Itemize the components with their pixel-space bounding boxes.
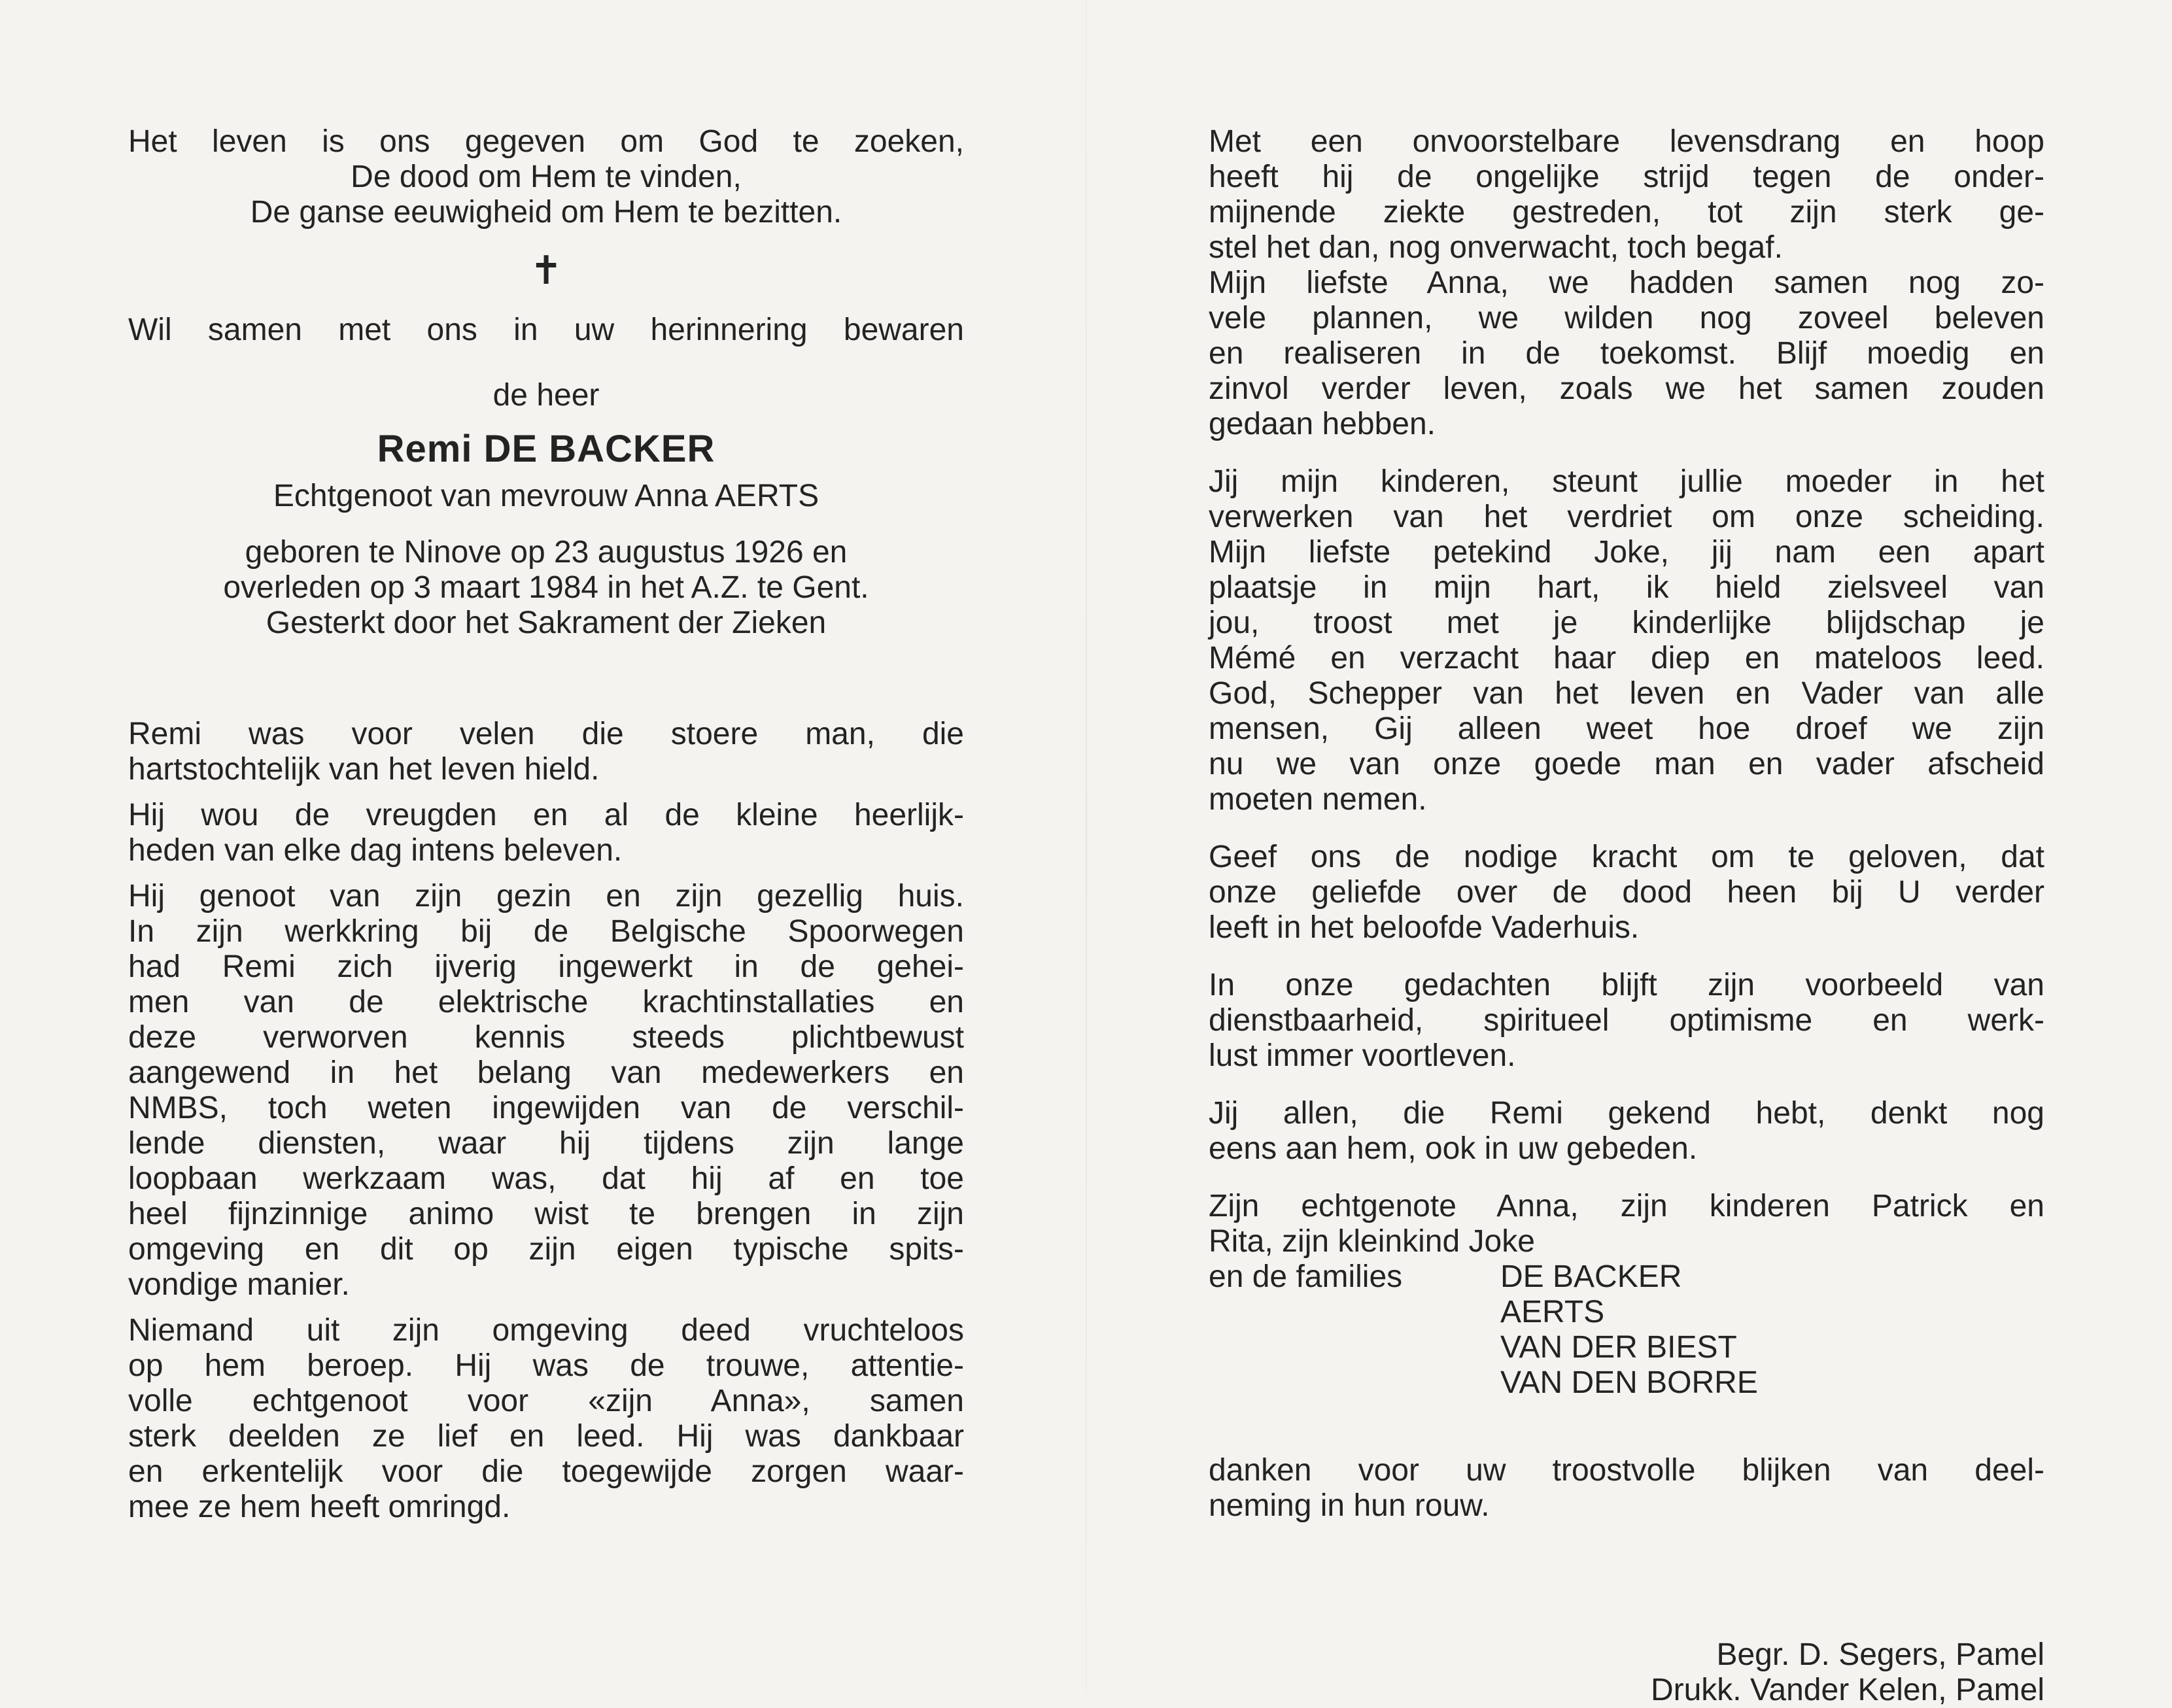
spouse-line: Echtgenoot van mevrouw Anna AERTS <box>273 479 819 513</box>
text-line: onze geliefde over de dood heen bij U verder <box>1209 875 2044 910</box>
family-name: VAN DER BIEST <box>1500 1330 1737 1365</box>
text-line: heden van elke dag intens beleven. <box>128 833 623 868</box>
poem-line: Het leven is ons gegeven om God te zoeken, <box>128 124 964 159</box>
text-line: leeft in het beloofde Vaderhuis. <box>1209 910 1640 945</box>
text-line: Mijn liefste petekind Joke, jij nam een apart <box>1209 535 2044 570</box>
text-line: lende diensten, waar hij tijdens zijn lange <box>128 1126 964 1161</box>
honorific: de heer <box>492 378 600 413</box>
text-line: men van de elektrische krachtinstallaties en <box>128 985 964 1019</box>
paragraph <box>128 879 964 1303</box>
paragraph <box>128 1313 964 1525</box>
text-line: had Remi zich ijverig ingewerkt in de gehei- <box>128 949 964 984</box>
text-line: volle echtgenoot voor «zijn Anna», samen <box>128 1384 964 1418</box>
text-line: verwerken van het verdriet om onze scheiding. <box>1209 500 2044 534</box>
paragraph <box>1209 968 2044 1074</box>
families-block <box>1209 1259 2044 1401</box>
text-line: mensen, Gij alleen weet hoe droef we zijn <box>1209 711 2044 746</box>
text-line: loopbaan werkzaam was, dat hij af en toe <box>128 1161 964 1196</box>
families-lead: en de families <box>1209 1259 1403 1294</box>
left-page <box>128 124 964 1525</box>
text-line: moeten nemen. <box>1209 782 1427 817</box>
text-line: Jij allen, die Remi gekend hebt, denkt nog <box>1209 1096 2044 1131</box>
date-line: Gesterkt door het Sakrament der Zieken <box>266 606 827 640</box>
text-line: sterk deelden ze lief en leed. Hij was dankbaar <box>128 1419 964 1454</box>
text-line: en realiseren in de toekomst. Blijf moedig en <box>1209 336 2044 371</box>
text-line: jou, troost met je kinderlijke blijdschap je <box>1209 606 2044 640</box>
text-line: stel het dan, nog onverwacht, toch begaf. <box>1209 230 1783 265</box>
text-line: omgeving en dit op zijn eigen typische spits- <box>128 1232 964 1267</box>
printer-credits <box>1209 1637 2044 1708</box>
paragraph <box>128 798 964 868</box>
text-line: Met een onvoorstelbare levensdrang en hoop <box>1209 124 2044 159</box>
text-line: zinvol verder leven, zoals we het samen zouden <box>1209 371 2044 406</box>
family-name: VAN DEN BORRE <box>1500 1365 1758 1400</box>
text-line: nu we van onze goede man en vader afscheid <box>1209 747 2044 781</box>
paragraph <box>128 717 964 787</box>
text-line: mee ze hem heeft omringd. <box>128 1490 511 1524</box>
poem-line: De ganse eeuwigheid om Hem te bezitten. <box>250 195 842 230</box>
intro-line: Wil samen met ons in uw herinnering bewaren <box>128 313 964 347</box>
date-line: overleden op 3 maart 1984 in het A.Z. te Gent. <box>223 570 869 605</box>
text-line: Rita, zijn kleinkind Joke <box>1209 1224 1535 1259</box>
paragraph <box>1209 124 2044 442</box>
paragraph <box>1209 840 2044 946</box>
text-line: NMBS, toch weten ingewijden van de verschil- <box>128 1091 964 1125</box>
text-line: Niemand uit zijn omgeving deed vruchteloos <box>128 1313 964 1348</box>
text-line: deze verworven kennis steeds plichtbewust <box>128 1020 964 1055</box>
text-line: Remi was voor velen die stoere man, die <box>128 717 964 751</box>
text-line: Mijn liefste Anna, we hadden samen nog zo- <box>1209 265 2044 300</box>
right-page <box>1209 124 2044 1708</box>
text-line: mijnende ziekte gestreden, tot zijn sterk ge- <box>1209 195 2044 230</box>
paragraph <box>1209 1096 2044 1167</box>
text-line: aangewend in het belang van medewerkers en <box>128 1055 964 1090</box>
credit-line: Begr. D. Segers, Pamel <box>1716 1637 2044 1672</box>
text-line: danken voor uw troostvolle blijken van deel- <box>1209 1453 2044 1488</box>
text-line: vele plannen, we wilden nog zoveel beleven <box>1209 301 2044 335</box>
text-line: hartstochtelijk van het leven hield. <box>128 752 600 787</box>
text-line: dienstbaarheid, spiritueel optimisme en werk- <box>1209 1003 2044 1038</box>
poem-line: De dood om Hem te vinden, <box>351 160 742 194</box>
text-line: In onze gedachten blijft zijn voorbeeld van <box>1209 968 2044 1002</box>
paragraph <box>1209 1453 2044 1524</box>
text-line: Mémé en verzacht haar diep en mateloos leed. <box>1209 641 2044 675</box>
birth-death-info <box>128 535 964 641</box>
text-line: God, Schepper van het leven en Vader van alle <box>1209 676 2044 711</box>
date-line: geboren te Ninove op 23 augustus 1926 en <box>245 535 848 570</box>
text-line: neming in hun rouw. <box>1209 1488 1490 1523</box>
paragraph <box>1209 464 2044 817</box>
text-line: Zijn echtgenote Anna, zijn kinderen Patrick en <box>1209 1189 2044 1223</box>
text-line: eens aan hem, ook in uw gebeden. <box>1209 1131 1698 1166</box>
text-line: heeft hij de ongelijke strijd tegen de onder- <box>1209 160 2044 194</box>
text-line: Hij genoot van zijn gezin en zijn gezellig huis. <box>128 879 964 914</box>
text-line: heel fijnzinnige animo wist te brengen in zijn <box>128 1197 964 1231</box>
text-line: Jij mijn kinderen, steunt jullie moeder in het <box>1209 464 2044 499</box>
text-line: In zijn werkkring bij de Belgische Spoorwegen <box>128 914 964 949</box>
credit-line: Drukk. Vander Kelen, Pamel <box>1650 1673 2044 1707</box>
text-line: gedaan hebben. <box>1209 407 1436 441</box>
text-line: op hem beroep. Hij was de trouwe, attentie- <box>128 1348 964 1383</box>
card-fold <box>1086 0 1087 1694</box>
families-line <box>1209 1259 2044 1295</box>
family-name: DE BACKER <box>1500 1259 1682 1294</box>
family-name: AERTS <box>1500 1295 1605 1329</box>
cross-icon: ✝ <box>529 248 563 292</box>
paragraph <box>1209 1189 2044 1259</box>
deceased-name: Remi DE BACKER <box>377 428 715 470</box>
text-line: lust immer voortleven. <box>1209 1038 1516 1073</box>
text-line: plaatsje in mijn hart, ik hield zielsveel van <box>1209 570 2044 605</box>
text-line: vondige manier. <box>128 1267 350 1302</box>
poem <box>128 124 964 230</box>
text-line: Hij wou de vreugden en al de kleine heerlijk- <box>128 798 964 832</box>
text-line: en erkentelijk voor die toegewijde zorgen waar- <box>128 1454 964 1489</box>
text-line: Geef ons de nodige kracht om te geloven, dat <box>1209 840 2044 874</box>
